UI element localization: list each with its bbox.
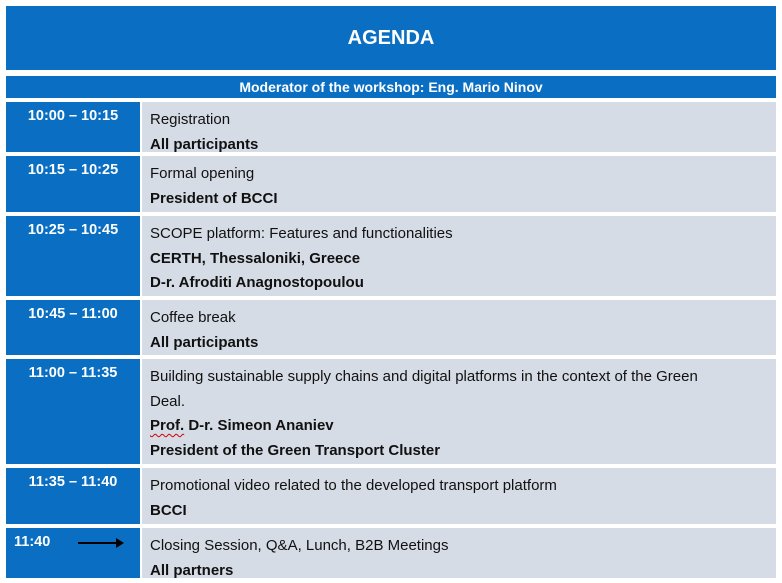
agenda-row [6, 98, 776, 152]
agenda-row [6, 524, 776, 578]
time-cell: 10:15 – 10:25 [6, 156, 140, 212]
session-speaker: D-r. Afroditi Anagnostopoulou [150, 271, 768, 296]
time-cell: 10:25 – 10:45 [6, 216, 140, 296]
session-speaker: President of BCCI [150, 187, 768, 212]
session-speaker: BCCI [150, 499, 768, 524]
moderator-line: Moderator of the workshop: Eng. Mario Ninov [6, 76, 776, 98]
session-title: Registration [150, 108, 768, 133]
agenda-title: AGENDA [6, 6, 776, 70]
session-cell [142, 216, 776, 296]
agenda-row [6, 152, 776, 212]
agenda-table [6, 6, 776, 578]
session-cell [142, 359, 776, 464]
session-title: Closing Session, Q&A, Lunch, B2B Meetings [150, 534, 768, 559]
session-speaker: CERTH, Thessaloniki, Greece [150, 247, 768, 272]
session-title: Promotional video related to the developed transport platform [150, 474, 768, 499]
agenda-row [6, 296, 776, 355]
session-title: Building sustainable supply chains and digital platforms in the context of the Green [150, 365, 768, 390]
session-title: SCOPE platform: Features and functionalities [150, 222, 768, 247]
time-cell: 10:00 – 10:15 [6, 102, 140, 152]
time-cell: 11:00 – 11:35 [6, 359, 140, 464]
session-cell [142, 300, 776, 355]
spellcheck-word: Prof. [150, 417, 184, 434]
session-cell [142, 102, 776, 152]
session-cell [142, 156, 776, 212]
session-cell [142, 468, 776, 524]
agenda-row [6, 464, 776, 524]
agenda-row [6, 355, 776, 464]
arrow-right-icon [78, 542, 122, 544]
session-speaker: All participants [150, 133, 768, 158]
session-title: Formal opening [150, 162, 768, 187]
speaker-name: D-r. Simeon Ananiev [184, 417, 333, 434]
session-speaker: All participants [150, 331, 768, 356]
session-speaker: President of the Green Transport Cluster [150, 439, 768, 464]
agenda-row [6, 212, 776, 296]
session-speaker: All partners [150, 559, 768, 583]
session-title-cont: Deal. [150, 390, 768, 415]
time-cell: 11:35 – 11:40 [6, 468, 140, 524]
time-cell: 10:45 – 11:00 [6, 300, 140, 355]
session-speaker [150, 414, 768, 439]
time-text: 11:40 [14, 534, 50, 550]
session-title: Coffee break [150, 306, 768, 331]
